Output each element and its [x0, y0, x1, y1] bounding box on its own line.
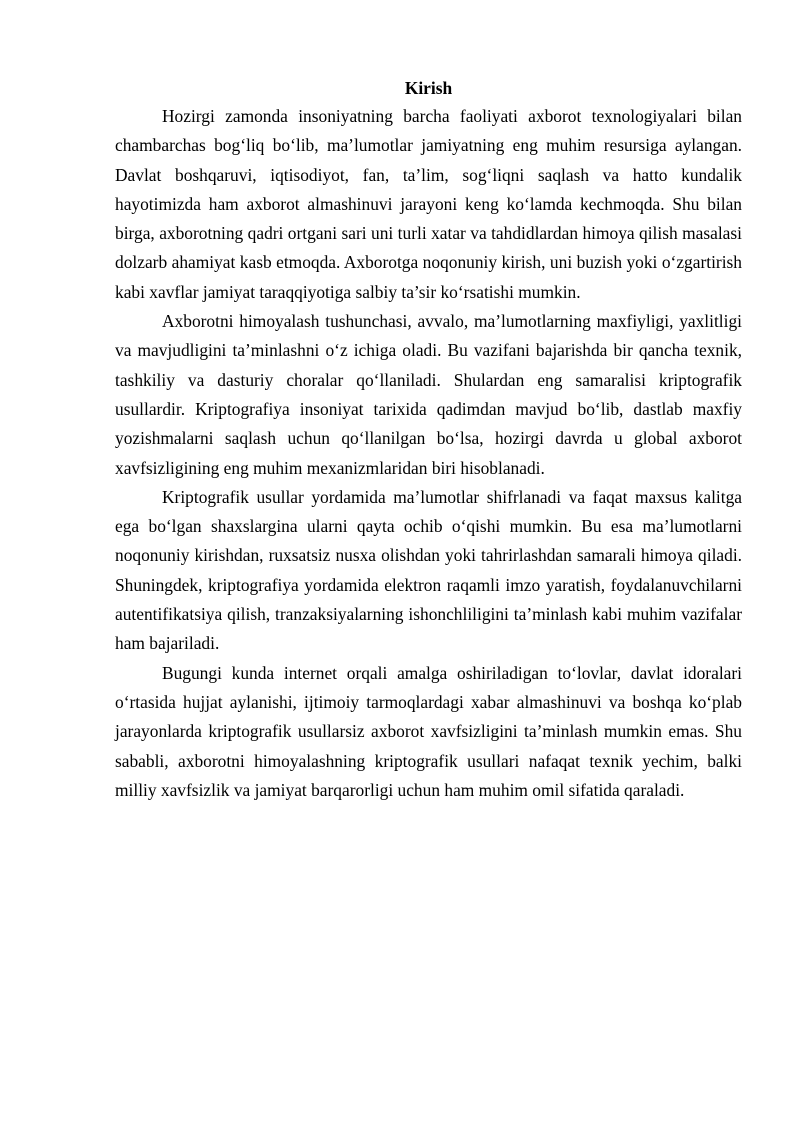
paragraph-3: Kriptografik usullar yordamida ma’lumotlar shifrlanadi va faqat maxsus kalitga ega bo‘lgan shaxslargina ularni qayta ochib o‘qishi mumkin. Bu esa ma’lumotlarni noqonuniy kirishdan, ruxsatsiz nusxa olishdan yoki tahrirlashdan samarali himoya qiladi. Shuningdek, kriptografiya yordamida elektron raqamli imzo yaratish, foydalanuvchilarni autentifikatsiya qilish, tranzaksiyalarning ishonchliligini ta’minlash kabi muhim vazifalar ham bajariladi. [115, 486, 742, 654]
paragraph-1: Hozirgi zamonda insoniyatning barcha faoliyati axborot texnologiyalari bilan chambarchas bog‘liq bo‘lib, ma’lumotlar jamiyatning eng muhim resursiga aylangan. Davlat boshqaruvi, iqtisodiyot, fan, ta’lim, sog‘liqni saqlash va hatto kundalik hayotimizda ham axborot almashinuvi jarayoni keng ko‘lamda kechmoqda. Shu bilan birga, axborotning qadri ortgani sari uni turli xatar va tahdidlardan himoya qilish masalasi dolzarb ahamiyat kasb etmoqda. Axborotga noqonuniy kirish, uni buzish yoki o‘zgartirish kabi xavflar jamiyat taraqqiyotiga salbiy ta’sir ko‘rsatishi mumkin. [115, 106, 742, 302]
document-body [115, 75, 742, 805]
paragraph-2: Axborotni himoyalash tushunchasi, avvalo, ma’lumotlarning maxfiyligi, yaxlitligi va mavjudligini ta’minlashni o‘z ichiga oladi. Bu vazifani bajarishda bir qancha texnik, tashkiliy va dasturiy choralar qo‘llaniladi. Shulardan eng samaralisi kriptografik usullardir. Kriptografiya insoniyat tarixida qadimdan mavjud bo‘lib, dastlab maxfiy yozishmalarni saqlash uchun qo‘llanilgan bo‘lsa, hozirgi davrda u global axborot xavfsizligining eng muhim mexanizmlaridan biri hisoblanadi. [115, 311, 742, 478]
document-title: Kirish [404, 78, 453, 98]
paragraph-4: Bugungi kunda internet orqali amalga oshiriladigan to‘lovlar, davlat idoralari o‘rtasida hujjat aylanishi, ijtimoiy tarmoqlardagi xabar almashinuvi va boshqa ko‘plab jarayonlarda kriptografik usullarsiz axborot xavfsizligini ta’minlash mumkin emas. Shu sababli, axborotni himoyalashning kriptografik usullari nafaqat texnik yechim, balki milliy xavfsizlik va jamiyat barqarorligi uchun ham muhim omil sifatida qaraladi. [115, 662, 742, 800]
